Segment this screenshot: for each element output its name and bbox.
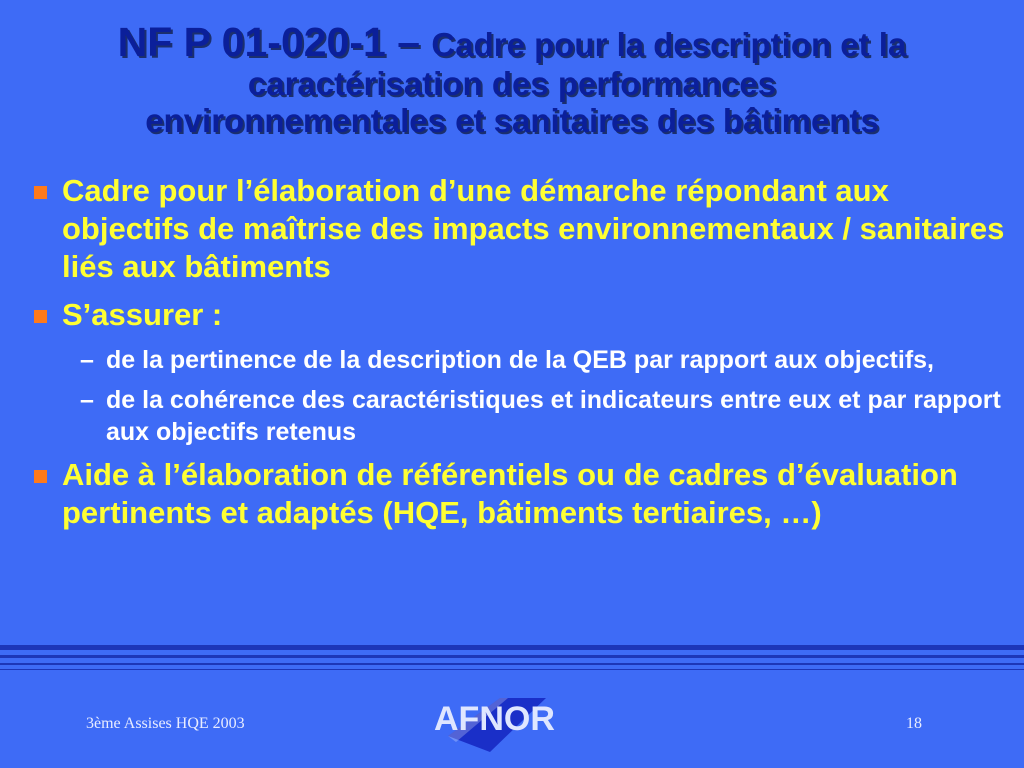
square-bullet-icon [34, 186, 47, 199]
bullet-text: Aide à l’élaboration de référentiels ou de cadres d’évaluation pertinents et adaptés (HQE, bâtiments tertiaires, …) [62, 457, 958, 530]
slide-title [0, 20, 1024, 140]
sub-item-text: de la cohérence des caractéristiques et indicateurs entre eux et par rapport aux objectifs retenus [106, 386, 1001, 446]
bullet-item-1 [28, 172, 1013, 286]
title-line-2: caractérisation des performances [247, 64, 777, 102]
slide-number: 18 [906, 715, 922, 732]
dash-icon: – [80, 346, 94, 374]
title-line1-text: Cadre pour la description et la [431, 26, 907, 63]
bullet-text: Cadre pour l’élaboration d’une démarche répondant aux objectifs de maîtrise des impacts environnementaux / sanitaires liés aux bâtiments [62, 173, 1005, 284]
title-code: NF P 01-020-1 – [117, 19, 432, 65]
title-line-3: environnementales et sanitaires des bâtiments [145, 101, 879, 139]
dash-icon: – [80, 386, 94, 414]
footer-event: 3ème Assises HQE 2003 [86, 715, 245, 732]
bullet-item-2 [28, 296, 1013, 334]
sub-item-1 [28, 344, 1013, 376]
sub-item-text: de la pertinence de la description de la QEB par rapport aux objectifs, [106, 346, 934, 374]
afnor-logo [428, 696, 598, 758]
separator-line [0, 663, 1024, 665]
separator-line [0, 669, 1024, 670]
square-bullet-icon [34, 310, 47, 323]
sub-item-2 [28, 384, 1013, 448]
slide-content [28, 172, 1013, 542]
bullet-item-3 [28, 456, 1013, 532]
title-line-1 [0, 20, 1024, 66]
separator-line [0, 655, 1024, 658]
square-bullet-icon [34, 470, 47, 483]
logo-text: AFNOR [434, 700, 555, 738]
separator-line [0, 645, 1024, 650]
bullet-text: S’assurer : [62, 297, 223, 332]
